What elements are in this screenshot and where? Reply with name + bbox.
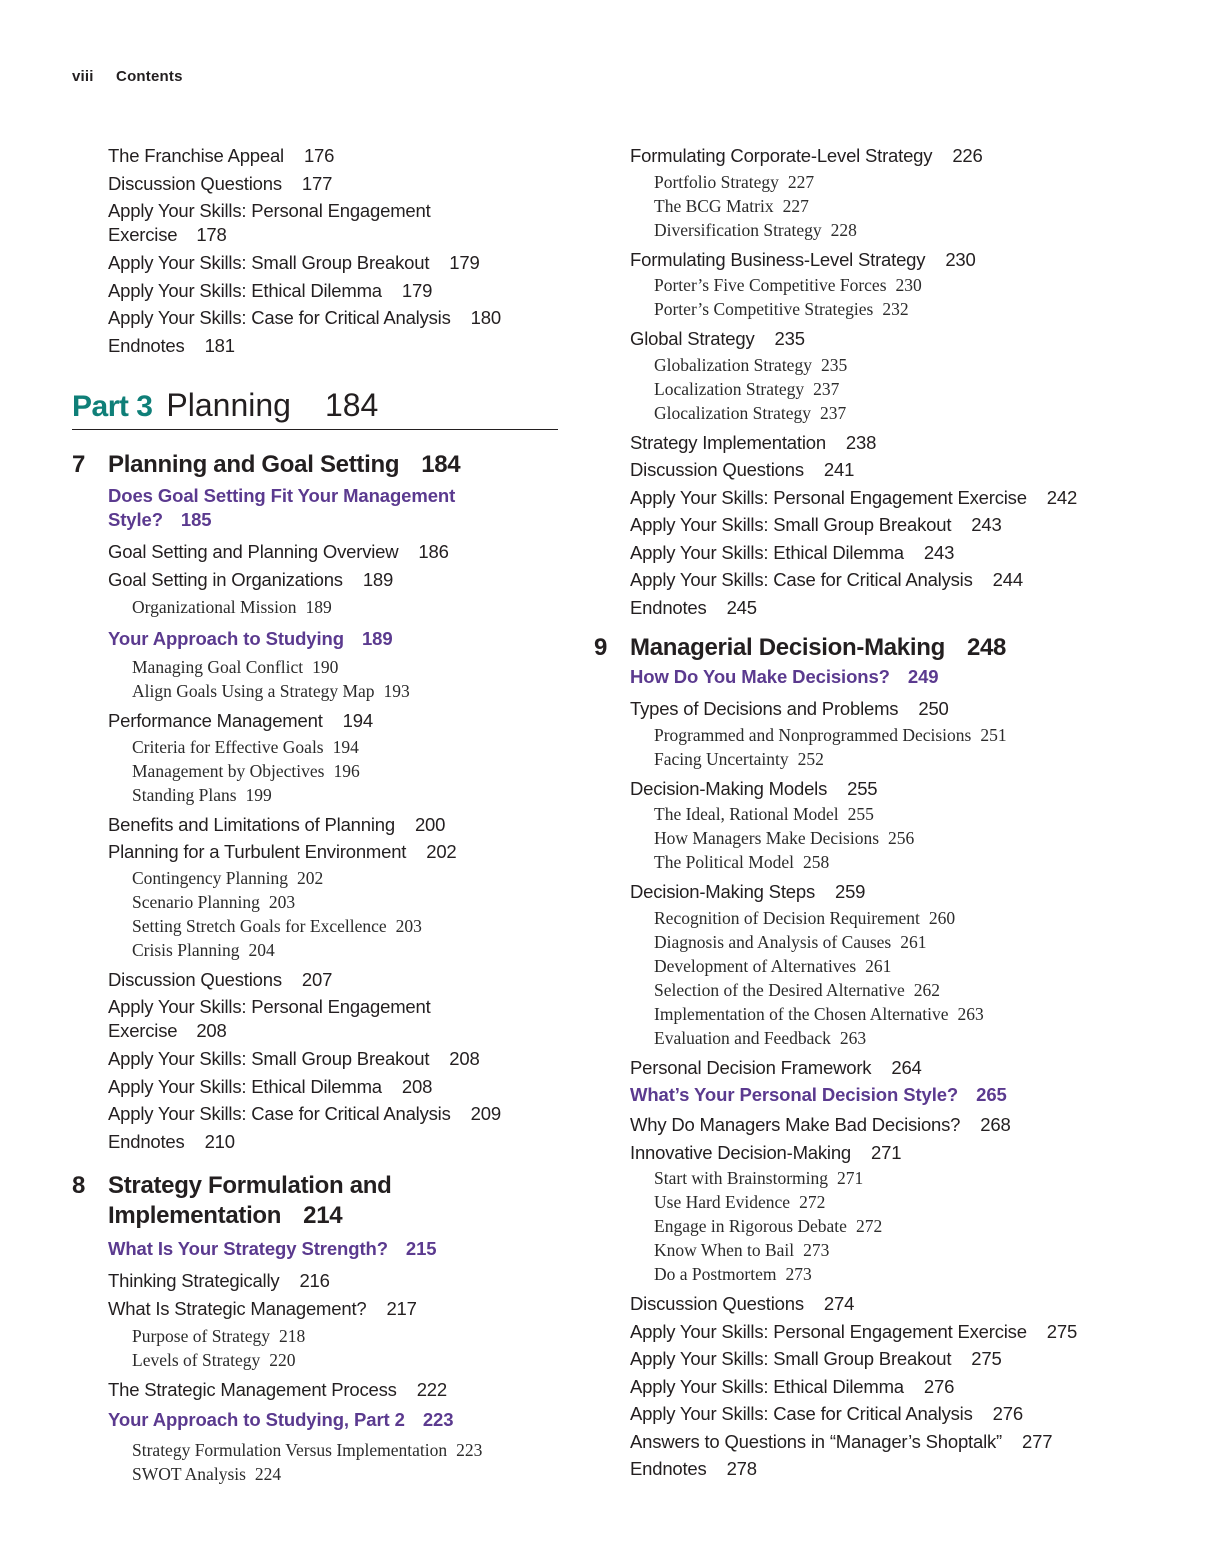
entry-title: Planning for a Turbulent Environment — [108, 841, 407, 862]
subentry-page: 227 — [782, 195, 809, 216]
toc-subentry[interactable] — [594, 1002, 1154, 1026]
subentry-title: How Managers Make Decisions — [654, 828, 880, 848]
toc-entry[interactable] — [594, 1455, 1154, 1483]
chapter-number: 7 — [72, 451, 86, 478]
toc-entry[interactable] — [594, 142, 1154, 170]
entry-page: 208 — [196, 1020, 227, 1041]
entry-page: 202 — [426, 841, 457, 862]
entry-title: Decision-Making Steps — [630, 881, 815, 902]
subentry-page: 258 — [802, 852, 830, 872]
subentry-title: Evaluation and Feedback — [654, 1027, 831, 1048]
subentry-title: Portfolio Strategy — [654, 171, 779, 192]
subentry-title: Glocalization Strategy — [654, 402, 811, 423]
subentry-title: Localization Strategy — [654, 378, 805, 399]
subentry-page: 203 — [268, 891, 296, 912]
subentry-title: Diagnosis and Analysis of Causes — [654, 931, 892, 952]
feature-title: Your Approach to Studying, Part 2 — [108, 1408, 405, 1430]
entry-page: 250 — [918, 698, 949, 719]
toc-subentry[interactable] — [72, 866, 572, 890]
entry-title: Strategy Implementation — [630, 431, 826, 453]
entry-title: Apply Your Skills: Case for Critical Analysis — [108, 1103, 451, 1124]
toc-entry[interactable] — [594, 1139, 1154, 1167]
toc-entry[interactable] — [594, 775, 1154, 803]
subentry-page: 256 — [888, 828, 915, 848]
toc-subentry[interactable] — [72, 1462, 572, 1486]
entry-page: 255 — [847, 777, 878, 799]
subentry-page: 237 — [813, 378, 840, 399]
subentry-page: 273 — [785, 1264, 812, 1284]
entry-page: 181 — [204, 334, 235, 356]
toc-subentry[interactable] — [594, 170, 1154, 194]
entry-title: Apply Your Skills: Small Group Breakout — [108, 1048, 430, 1069]
chapter-number: 9 — [594, 634, 608, 661]
toc-subentry[interactable] — [594, 1262, 1154, 1286]
toc-subentry[interactable] — [594, 353, 1154, 377]
toc-entry[interactable] — [72, 277, 572, 305]
subentry-title: Standing Plans — [132, 784, 237, 805]
toc-entry[interactable] — [72, 566, 572, 594]
entry-page: 180 — [470, 307, 501, 328]
entry-title: Apply Your Skills: Personal Engagement Exercise — [630, 1320, 1027, 1342]
toc-entry[interactable] — [594, 1373, 1154, 1401]
entry-page: 242 — [1046, 486, 1078, 508]
feature-title: Does Goal Setting Fit Your Management — [108, 485, 456, 506]
subentry-title: Do a Postmortem — [654, 1264, 777, 1284]
entry-title: Goal Setting in Organizations — [108, 568, 343, 590]
subentry-page: 272 — [799, 1192, 826, 1212]
chapter-title: Strategy Formulation and — [108, 1172, 392, 1199]
toc-entry[interactable] — [72, 1267, 572, 1295]
subentry-page: 237 — [819, 402, 847, 423]
chapter-title: Planning and Goal Setting — [108, 451, 400, 478]
entry-page: 194 — [342, 710, 373, 731]
feature-title: What’s Your Personal Decision Style? — [630, 1084, 959, 1105]
entry-page: 179 — [449, 252, 480, 273]
toc-entry[interactable] — [72, 249, 572, 277]
subentry-title: Managing Goal Conflict — [132, 657, 304, 677]
subentry-title: Porter’s Competitive Strategies — [654, 299, 874, 319]
feature-page: 189 — [361, 628, 393, 649]
entry-page: 276 — [992, 1403, 1023, 1424]
subentry-title: Know When to Bail — [654, 1240, 795, 1260]
entry-title: Endnotes — [630, 596, 707, 618]
feature-page: 185 — [180, 509, 212, 530]
feature-title: How Do You Make Decisions? — [630, 666, 890, 687]
toc-entry[interactable] — [72, 197, 572, 249]
toc-entry[interactable] — [72, 1045, 572, 1073]
toc-subentry[interactable] — [594, 930, 1154, 954]
toc-entry[interactable] — [72, 538, 572, 566]
entry-title: Apply Your Skills: Small Group Breakout — [108, 252, 430, 273]
entry-page: 235 — [774, 328, 805, 349]
feature-page: 215 — [405, 1238, 437, 1259]
toc-subentry[interactable] — [594, 401, 1154, 425]
entry-title: What Is Strategic Management? — [108, 1297, 367, 1319]
subentry-page: 220 — [269, 1350, 296, 1370]
toc-entry[interactable] — [72, 838, 572, 866]
part-heading[interactable] — [72, 387, 558, 430]
entry-title: Discussion Questions — [108, 172, 282, 194]
toc-subentry[interactable] — [594, 1166, 1154, 1190]
feature-entry[interactable] — [72, 1237, 572, 1261]
toc-subentry[interactable] — [72, 1348, 572, 1372]
subentry-page: 204 — [248, 939, 275, 960]
feature-page: 265 — [976, 1084, 1007, 1105]
entry-title: Thinking Strategically — [108, 1270, 280, 1291]
toc-entry[interactable] — [594, 1318, 1154, 1346]
entry-title-cont: Exercise — [108, 224, 178, 245]
entry-page: 186 — [418, 541, 449, 562]
entry-title: Endnotes — [108, 334, 185, 356]
chapter-page: 184 — [421, 451, 461, 478]
toc-subentry[interactable] — [594, 850, 1154, 874]
subentry-title: Facing Uncertainty — [654, 748, 789, 769]
subentry-title: Development of Alternatives — [654, 955, 857, 976]
subentry-page: 251 — [980, 724, 1007, 745]
entry-title: Apply Your Skills: Ethical Dilemma — [630, 1375, 904, 1397]
toc-column-left — [72, 142, 572, 1486]
subentry-page: 255 — [847, 804, 874, 824]
subentry-page: 262 — [913, 979, 941, 1000]
toc-entry[interactable] — [594, 1345, 1154, 1373]
subentry-title: Recognition of Decision Requirement — [654, 907, 920, 928]
toc-entry[interactable] — [72, 966, 572, 994]
toc-entry[interactable] — [72, 142, 572, 170]
subentry-title: Purpose of Strategy — [132, 1326, 271, 1346]
toc-entry[interactable] — [594, 484, 1154, 512]
toc-entry[interactable] — [72, 1295, 572, 1323]
toc-entry[interactable] — [594, 539, 1154, 567]
part-title: Planning — [166, 387, 291, 423]
entry-title: Discussion Questions — [630, 1293, 804, 1314]
toc-subentry[interactable] — [72, 679, 572, 703]
subentry-title: SWOT Analysis — [132, 1463, 246, 1484]
subentry-page: 202 — [297, 867, 324, 888]
toc-subentry[interactable] — [594, 1214, 1154, 1238]
entry-title: Apply Your Skills: Small Group Breakout — [630, 514, 952, 535]
subentry-title: The Political Model — [654, 852, 794, 872]
subentry-page: 218 — [279, 1326, 306, 1346]
entry-page: 274 — [823, 1293, 855, 1314]
entry-title: Apply Your Skills: Case for Critical Analysis — [108, 307, 451, 328]
entry-page: 276 — [923, 1375, 955, 1397]
chapter-heading-8[interactable] — [72, 1171, 572, 1231]
toc-subentry[interactable] — [72, 890, 572, 914]
subentry-page: 272 — [855, 1216, 883, 1236]
entry-page: 179 — [401, 279, 433, 301]
toc-entry[interactable] — [72, 304, 572, 332]
entry-page: 243 — [971, 514, 1002, 535]
subentry-title: Programmed and Nonprogrammed Decisions — [654, 724, 972, 745]
toc-entry[interactable] — [72, 332, 572, 360]
entry-page: 178 — [196, 224, 227, 245]
toc-subentry[interactable] — [594, 1238, 1154, 1262]
subentry-title: The BCG Matrix — [654, 195, 774, 216]
subentry-title: Crisis Planning — [132, 939, 240, 960]
feature-page: 223 — [422, 1408, 454, 1430]
entry-title: Apply Your Skills: Ethical Dilemma — [630, 541, 904, 563]
subentry-title: Strategy Formulation Versus Implementation — [132, 1439, 448, 1460]
toc-subentry[interactable] — [72, 783, 572, 807]
toc-entry[interactable] — [594, 1400, 1154, 1428]
entry-page: 278 — [726, 1458, 757, 1479]
toc-subentry[interactable] — [72, 1324, 572, 1348]
toc-entry[interactable] — [594, 566, 1154, 594]
entry-title: Apply Your Skills: Personal Engagement — [108, 200, 431, 221]
entry-title: Apply Your Skills: Case for Critical Analysis — [630, 1403, 973, 1424]
entry-page: 268 — [980, 1114, 1011, 1135]
feature-title: Your Approach to Studying — [108, 628, 344, 649]
feature-entry[interactable] — [594, 665, 1154, 689]
entry-page: 275 — [971, 1348, 1002, 1369]
chapter-title-cont: Implementation — [108, 1202, 282, 1229]
entry-title: Types of Decisions and Problems — [630, 698, 899, 719]
toc-entry[interactable] — [72, 1100, 572, 1128]
toc-subentry[interactable] — [594, 1026, 1154, 1050]
subentry-page: 273 — [803, 1240, 830, 1260]
toc-entry[interactable] — [594, 1054, 1154, 1082]
toc-subentry[interactable] — [594, 906, 1154, 930]
entry-title: Discussion Questions — [108, 968, 282, 990]
entry-title: Endnotes — [630, 1458, 707, 1479]
entry-page: 275 — [1046, 1320, 1078, 1342]
entry-page: 176 — [303, 145, 335, 166]
feature-page: 249 — [907, 666, 939, 687]
subentry-page: 223 — [456, 1439, 483, 1460]
toc-subentry[interactable] — [72, 759, 572, 783]
subentry-page: 261 — [865, 955, 892, 976]
entry-page: 210 — [204, 1130, 235, 1152]
toc-entry[interactable] — [72, 1128, 572, 1156]
toc-subentry[interactable] — [72, 914, 572, 938]
toc-subentry[interactable] — [594, 273, 1154, 297]
entry-title: Benefits and Limitations of Planning — [108, 813, 395, 835]
entry-title-cont: Exercise — [108, 1020, 178, 1041]
toc-entry[interactable] — [594, 456, 1154, 484]
toc-subentry[interactable] — [594, 194, 1154, 218]
subentry-title: Scenario Planning — [132, 891, 260, 912]
entry-title: The Strategic Management Process — [108, 1379, 397, 1400]
entry-title: Innovative Decision-Making — [630, 1141, 852, 1163]
subentry-page: 232 — [882, 299, 909, 319]
subentry-page: 227 — [787, 171, 815, 192]
toc-entry[interactable] — [594, 878, 1154, 906]
subentry-title: Setting Stretch Goals for Excellence — [132, 915, 387, 936]
entry-page: 244 — [992, 569, 1023, 590]
feature-title: What Is Your Strategy Strength? — [108, 1238, 388, 1259]
toc-subentry[interactable] — [594, 297, 1154, 321]
chapter-page: 248 — [966, 634, 1007, 661]
entry-title: Apply Your Skills: Ethical Dilemma — [108, 279, 382, 301]
toc-entry[interactable] — [72, 1376, 572, 1404]
subentry-page: 252 — [797, 748, 824, 769]
subentry-title: Diversification Strategy — [654, 219, 822, 240]
entry-page: 245 — [726, 596, 757, 618]
entry-page: 226 — [952, 145, 983, 166]
toc-entry[interactable] — [594, 1111, 1154, 1139]
entry-page: 277 — [1022, 1430, 1053, 1452]
entry-page: 264 — [891, 1056, 922, 1078]
running-head — [72, 68, 183, 85]
entry-page: 222 — [416, 1379, 447, 1400]
toc-subentry[interactable] — [594, 954, 1154, 978]
feature-title-cont: Style? — [108, 509, 163, 530]
toc-entry[interactable] — [594, 695, 1154, 723]
subentry-page: 193 — [383, 681, 410, 701]
subentry-page: 263 — [957, 1003, 984, 1024]
part-page: 184 — [324, 387, 379, 423]
subentry-title: Engage in Rigorous Debate — [654, 1216, 847, 1236]
chapter-heading-7[interactable] — [72, 450, 572, 480]
entry-title: Why Do Managers Make Bad Decisions? — [630, 1114, 961, 1135]
entry-page: 177 — [301, 172, 333, 194]
entry-title: Apply Your Skills: Personal Engagement Exercise — [630, 486, 1027, 508]
toc-subentry[interactable] — [594, 218, 1154, 242]
toc-subentry[interactable] — [594, 747, 1154, 771]
entry-page: 238 — [845, 431, 877, 453]
running-head-title: Contents — [116, 68, 183, 85]
toc-subentry[interactable] — [594, 826, 1154, 850]
entry-title: Decision-Making Models — [630, 777, 828, 799]
entry-title: Goal Setting and Planning Overview — [108, 541, 399, 562]
entry-title: Formulating Business-Level Strategy — [630, 248, 926, 270]
subentry-page: 260 — [928, 907, 956, 928]
subentry-page: 224 — [254, 1463, 282, 1484]
toc-entry[interactable] — [72, 993, 572, 1045]
feature-entry[interactable] — [72, 627, 572, 651]
entry-page: 208 — [449, 1048, 480, 1069]
chapter-title: Managerial Decision-Making — [630, 634, 945, 661]
toc-subentry[interactable] — [594, 723, 1154, 747]
entry-title: Apply Your Skills: Small Group Breakout — [630, 1348, 952, 1369]
chapter-number: 8 — [72, 1172, 86, 1199]
toc-subentry[interactable] — [72, 1438, 572, 1462]
entry-page: 259 — [835, 881, 866, 902]
entry-page: 207 — [301, 968, 333, 990]
feature-entry[interactable] — [72, 484, 572, 532]
entry-page: 217 — [386, 1297, 417, 1319]
subentry-page: 199 — [245, 784, 272, 805]
entry-title: The Franchise Appeal — [108, 145, 284, 166]
subentry-page: 189 — [305, 597, 332, 617]
subentry-title: Management by Objectives — [132, 760, 325, 781]
toc-subentry[interactable] — [72, 938, 572, 962]
subentry-title: Use Hard Evidence — [654, 1192, 791, 1212]
entry-page: 243 — [923, 541, 955, 563]
entry-title: Global Strategy — [630, 328, 755, 349]
toc-entry[interactable] — [594, 325, 1154, 353]
entry-page: 271 — [871, 1141, 902, 1163]
subentry-title: Globalization Strategy — [654, 354, 812, 375]
feature-entry[interactable] — [594, 1083, 1154, 1107]
entry-title: Formulating Corporate-Level Strategy — [630, 145, 933, 166]
chapter-heading-9[interactable] — [594, 633, 1154, 663]
entry-title: Discussion Questions — [630, 459, 804, 480]
entry-title: Apply Your Skills: Case for Critical Analysis — [630, 569, 973, 590]
entry-page: 208 — [401, 1075, 433, 1097]
entry-page: 230 — [945, 248, 976, 270]
subentry-page: 235 — [820, 354, 848, 375]
entry-page: 189 — [362, 568, 394, 590]
toc-entry[interactable] — [72, 1073, 572, 1101]
subentry-title: Criteria for Effective Goals — [132, 736, 324, 757]
subentry-page: 271 — [837, 1168, 864, 1188]
toc-subentry[interactable] — [72, 655, 572, 679]
subentry-title: Porter’s Five Competitive Forces — [654, 275, 887, 295]
subentry-title: Implementation of the Chosen Alternative — [654, 1003, 949, 1024]
page-folio: viii — [72, 68, 94, 85]
toc-subentry[interactable] — [72, 735, 572, 759]
toc-entry[interactable] — [594, 511, 1154, 539]
entry-title: Answers to Questions in “Manager’s Shoptalk” — [630, 1430, 1003, 1452]
entry-page: 209 — [470, 1103, 501, 1124]
subentry-title: Align Goals Using a Strategy Map — [132, 681, 375, 701]
toc-column-right — [594, 142, 1154, 1483]
feature-entry[interactable] — [72, 1408, 572, 1432]
toc-entry[interactable] — [594, 1290, 1154, 1318]
toc-entry[interactable] — [72, 707, 572, 735]
entry-title: Performance Management — [108, 710, 323, 731]
toc-subentry[interactable] — [594, 978, 1154, 1002]
subentry-page: 190 — [312, 657, 339, 677]
subentry-title: The Ideal, Rational Model — [654, 804, 839, 824]
subentry-title: Start with Brainstorming — [654, 1168, 829, 1188]
toc-subentry[interactable] — [594, 377, 1154, 401]
subentry-page: 230 — [895, 275, 922, 295]
toc-entry[interactable] — [72, 170, 572, 198]
subentry-title: Organizational Mission — [132, 597, 297, 617]
subentry-page: 196 — [333, 760, 360, 781]
subentry-page: 263 — [839, 1027, 867, 1048]
chapter-page: 214 — [303, 1202, 343, 1229]
subentry-page: 194 — [332, 736, 359, 757]
toc-entry[interactable] — [594, 246, 1154, 274]
entry-title: Endnotes — [108, 1130, 185, 1152]
toc-entry[interactable] — [594, 594, 1154, 622]
toc-entry[interactable] — [594, 429, 1154, 457]
entry-title: Apply Your Skills: Personal Engagement — [108, 996, 431, 1017]
toc-subentry[interactable] — [594, 1190, 1154, 1214]
entry-page: 241 — [823, 459, 855, 480]
toc-entry[interactable] — [594, 1428, 1154, 1456]
subentry-title: Levels of Strategy — [132, 1350, 261, 1370]
entry-title: Apply Your Skills: Ethical Dilemma — [108, 1075, 382, 1097]
subentry-page: 261 — [900, 931, 927, 952]
toc-subentry[interactable] — [594, 802, 1154, 826]
entry-page: 216 — [299, 1270, 330, 1291]
entry-page: 200 — [414, 813, 446, 835]
toc-subentry[interactable] — [72, 595, 572, 619]
toc-entry[interactable] — [72, 811, 572, 839]
subentry-title: Selection of the Desired Alternative — [654, 979, 905, 1000]
subentry-title: Contingency Planning — [132, 867, 289, 888]
entry-title: Personal Decision Framework — [630, 1056, 872, 1078]
subentry-page: 228 — [830, 219, 857, 240]
part-label: Part 3 — [72, 390, 153, 423]
subentry-page: 203 — [395, 915, 422, 936]
